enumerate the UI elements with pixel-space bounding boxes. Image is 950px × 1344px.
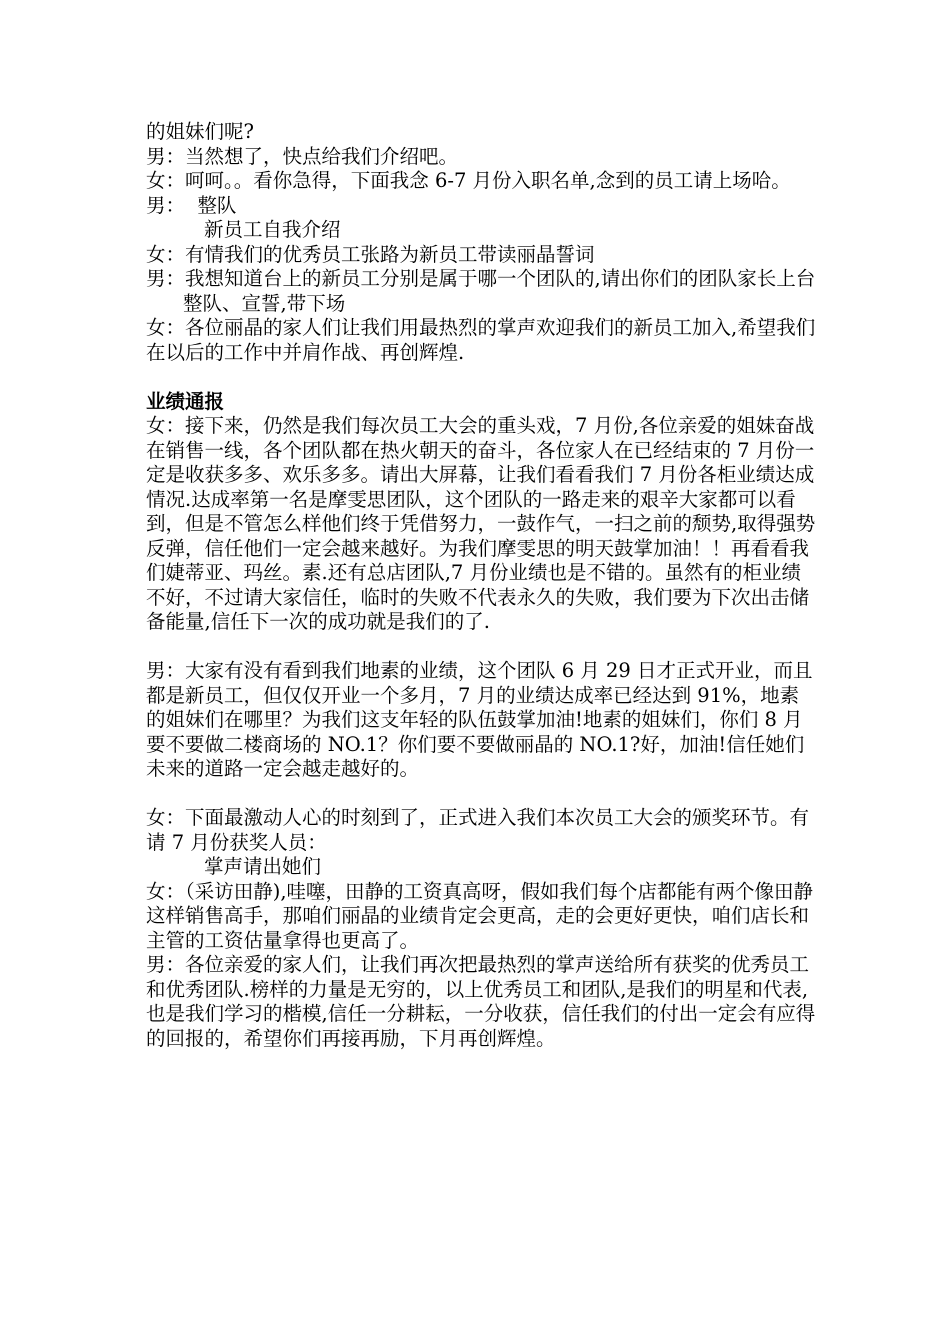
stage-direction: 掌声请出她们 bbox=[204, 855, 322, 878]
paragraph: 女：接下来，仍然是我们每次员工大会的重头戏，7 月份,各位亲爱的姐妹奋战在销售一线，各个团队都在热火朝天的奋斗，各位家人在已经结束的 7 月份一定是收获多多、欢乐多多。请出大屏幕，让我们看看我们 7 月份各柜业绩达成情况.达成率第一名是摩雯思团队，这个团队的一路走来的艰辛大家都可以看到，但是不管怎么样他们终于凭借努力，一鼓作气，一扫之前的颓势,取得强势反弹，信任他们一定会越来越好。为我们摩雯思的明天鼓掌加油！！再看看我们婕蒂亚、玛丝。素.还有总店团队,7 月份业绩也是不错的。虽然有的柜业绩不好，不过请大家信任，临时的失败不代表永久的失败，我们要为下次出击储备能量,信任下一次的成功就是我们的了. bbox=[146, 414, 816, 633]
stage-direction: 新员工自我介绍 bbox=[204, 218, 341, 241]
paragraph: 女：下面最激动人心的时刻到了，正式进入我们本次员工大会的颁奖环节。有请 7 月份获奖人员： bbox=[146, 806, 810, 854]
spacer bbox=[146, 635, 818, 660]
text-line: 男：当然想了，快点给我们介绍吧。 bbox=[146, 144, 459, 168]
text-line: 男： 整队 bbox=[146, 193, 237, 217]
spacer bbox=[146, 365, 818, 390]
paragraph: 男：大家有没有看到我们地素的业绩，这个团队 6 月 29 日才正式开业，而且都是新员工，但仅仅开业一个多月，7 月的业绩达成率已经达到 91%，地素的姐妹们在哪里？为我们这支年轻的队伍鼓掌加油!地素的姐妹们，你们 8 月要不要做二楼商场的 NO.1？你们要不要做丽晶的 NO.1?好，加油!信任她们未来的道路一定会越走越好的。 bbox=[146, 659, 813, 780]
text-line: 男：我想知道台上的新员工分别是属于哪一个团队的,请出你们的团队家长上台 bbox=[146, 267, 816, 290]
text-line: 女：各位丽晶的家人们让我们用最热烈的掌声欢迎我们的新员工加入,希望我们在以后的工作中并肩作战、再创辉煌. bbox=[146, 316, 816, 364]
paragraph: 男：各位亲爱的家人们，让我们再次把最热烈的掌声送给所有获奖的优秀员工和优秀团队.榜样的力量是无穷的，以上优秀员工和团队,是我们的明星和代表,也是我们学习的楷模,信任一分耕耘，一分收获，信任我们的付出一定会有应得的回报的，希望你们再接再励，下月再创辉煌。 bbox=[146, 953, 816, 1050]
document-page bbox=[146, 120, 818, 1051]
text-line: 女：有情我们的优秀员工张路为新员工带读丽晶誓词 bbox=[146, 242, 595, 266]
section-heading: 业绩通报 bbox=[146, 389, 225, 413]
text-line: 女：呵呵。。看你急得，下面我念 6-7 月份入职名单,念到的员工请上场哈。 bbox=[146, 169, 791, 192]
text-line: 的姐妹们呢? bbox=[146, 120, 254, 143]
stage-direction: 整队、宣誓,带下场 bbox=[183, 291, 346, 315]
paragraph: 女：（采访田静),哇噻，田静的工资真高呀，假如我们每个店都能有两个像田静这样销售高手，那咱们丽晶的业绩肯定会更高，走的会更好更快，咱们店长和主管的工资估量拿得也更高了。 bbox=[146, 879, 814, 952]
spacer bbox=[146, 782, 818, 807]
